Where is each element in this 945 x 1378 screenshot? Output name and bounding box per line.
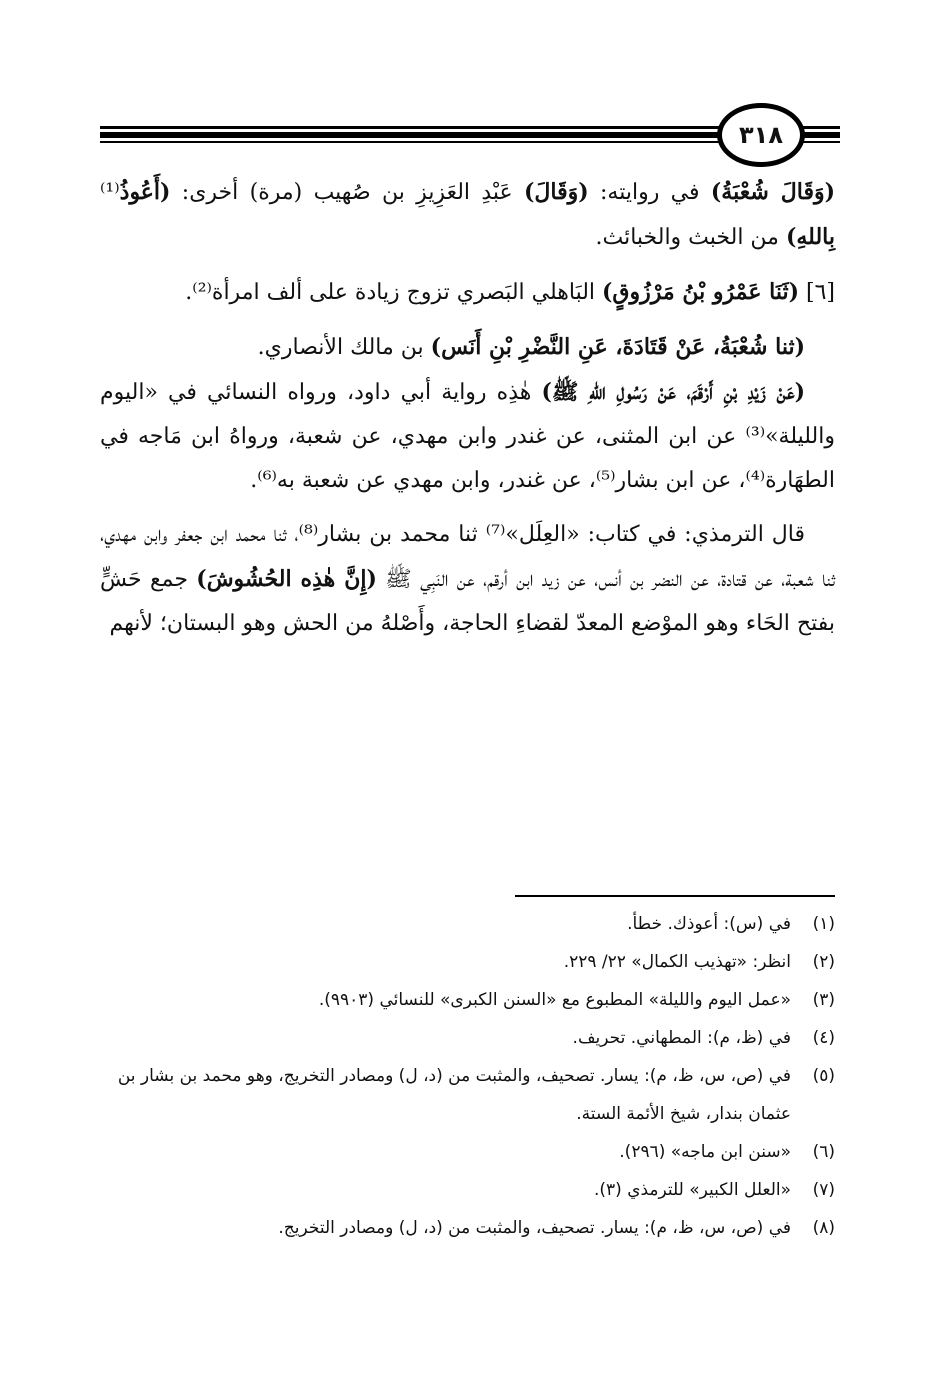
main-text — [100, 170, 835, 646]
quote-text: (أَعُوذُ — [119, 179, 171, 205]
quote-text: (ثنا شُعْبَةُ، عَنْ قَتَادَةَ، عَنِ النَّضْرِ بْنِ أَنَس) — [430, 334, 805, 360]
footnote — [100, 1133, 835, 1171]
footnote-number: (١) — [812, 914, 835, 934]
footnote-text: انظر: «تهذيب الكمال» ٢٢/ ٢٢٩. — [563, 952, 791, 972]
footnote-text: في (ظ، م): المطهاني. تحريف. — [572, 1028, 791, 1048]
footnote — [100, 1171, 835, 1209]
footnote-marker: ⁽⁸⁾ — [298, 522, 319, 547]
footnote-marker: ⁽⁴⁾ — [745, 468, 766, 493]
footnote-text: في (ص، س، ظ، م): يسار. تصحيف، والمثبت من (د، ل) ومصادر التخريج. — [278, 1218, 791, 1238]
quote-text: (إِنَّ هٰذِه الحُشُوشَ) — [196, 566, 377, 592]
footnote-number: (٦) — [812, 1142, 835, 1162]
footnote-marker: ⁽⁶⁾ — [257, 468, 277, 493]
paragraph-1 — [100, 170, 835, 260]
footnote-text: «العلل الكبير» للترمذي (٣). — [593, 1180, 791, 1200]
footnote — [100, 1209, 835, 1247]
footnote — [100, 1057, 835, 1133]
footnote-marker: ⁽⁵⁾ — [595, 468, 616, 493]
commentary-text: عَبْدِ العَزِيزِ بن صُهيب (مرة) أخرى: — [170, 180, 524, 205]
quote-text: (وَقَالَ شُعْبَةُ) — [710, 179, 835, 205]
footnote-number: (٥) — [812, 1066, 835, 1086]
footnote-text: «عمل اليوم والليلة» المطبوع مع «السنن الكبرى» للنسائي (٩٩٠٣). — [318, 990, 791, 1010]
footnote — [100, 981, 835, 1019]
commentary-text: البَاهلي البَصري تزوج زيادة على ألف امرأة — [211, 280, 603, 305]
quote-text: (عَنْ زَيْدِ بْنِ أَرْقَمَ، عَنْ رَسُولِ اللهِ ﷺ) — [541, 379, 805, 405]
commentary-text: ثنا محمد بن بشار — [318, 522, 486, 547]
footnotes — [100, 905, 835, 1247]
quote-text: بِاللهِ) — [785, 224, 835, 250]
footnote — [100, 943, 835, 981]
footnote-marker: ⁽²⁾ — [192, 280, 212, 305]
commentary-text: جمع حَشٍّ بفتح الحَاء وهو الموْضع المعدّ لقضاءِ الحاجة، وأَصْلهُ من الحش وهو البستان؛ لأنهم — [100, 567, 835, 636]
commentary-text: . — [185, 280, 193, 305]
footnote-number: (٣) — [812, 990, 835, 1010]
paragraph-2 — [100, 270, 835, 315]
paragraph-5 — [100, 513, 835, 646]
commentary-text: في روايته: — [588, 180, 711, 205]
quote-text: (ثَنَا عَمْرُو بْنُ مَرْزُوقٍ) — [602, 279, 799, 305]
footnote-separator — [515, 895, 835, 897]
footnote — [100, 905, 835, 943]
commentary-text: ، ثنا محمد ابن جعفر وابن مهدي، ثنا شعبة، عن قتادة، عن النضر بن أنس، عن زيد ابن أرقم، عن النَبِي ﷺ — [100, 522, 835, 592]
commentary-text: ، عن غندر، وابن مهدي عن شعبة به — [276, 468, 596, 493]
footnote-text: «سنن ابن ماجه» (٢٩٦). — [619, 1142, 791, 1162]
footnote-text: في (س): أعوذك. خطأ. — [627, 914, 791, 934]
page-number: ٣١٨ — [739, 121, 783, 149]
commentary-text: هٰذِه رواية أبي داود، ورواه النسائي في «اليوم والليلة» — [100, 380, 835, 449]
commentary-text: قال الترمذي: في كتاب: «العِلَل» — [505, 522, 805, 547]
commentary-text: ، عن ابن بشار — [615, 468, 746, 493]
footnote-marker: ⁽¹⁾ — [100, 180, 120, 205]
commentary-text: عن ابن المثنى، عن غندر وابن مهدي، عن شعبة، ورواهُ ابن مَاجه في الطهَارة — [100, 424, 835, 493]
footnote-number: (٨) — [812, 1218, 835, 1238]
page-number-badge — [717, 103, 805, 167]
commentary-text: . — [250, 468, 258, 493]
hadith-number: [٦] — [799, 280, 835, 305]
commentary-text: من الخبث والخبائث. — [595, 225, 786, 250]
commentary-text: بن مالك الأنصاري. — [257, 335, 431, 360]
footnote-number: (٧) — [812, 1180, 835, 1200]
paragraph-3 — [100, 325, 835, 370]
footnote-marker: ⁽⁷⁾ — [485, 522, 506, 547]
footnote — [100, 1019, 835, 1057]
footnote-number: (٤) — [812, 1028, 835, 1048]
quote-text: (وَقَالَ) — [524, 179, 589, 205]
footnote-marker: ⁽³⁾ — [745, 424, 766, 449]
footnote-text: في (ص، س، ظ، م): يسار. تصحيف، والمثبت من (د، ل) ومصادر التخريج، وهو محمد بن بشار بن عثمان بندار، شيخ الأئمة الستة. — [117, 1066, 791, 1124]
paragraph-4 — [100, 370, 835, 503]
footnote-number: (٢) — [812, 952, 835, 972]
